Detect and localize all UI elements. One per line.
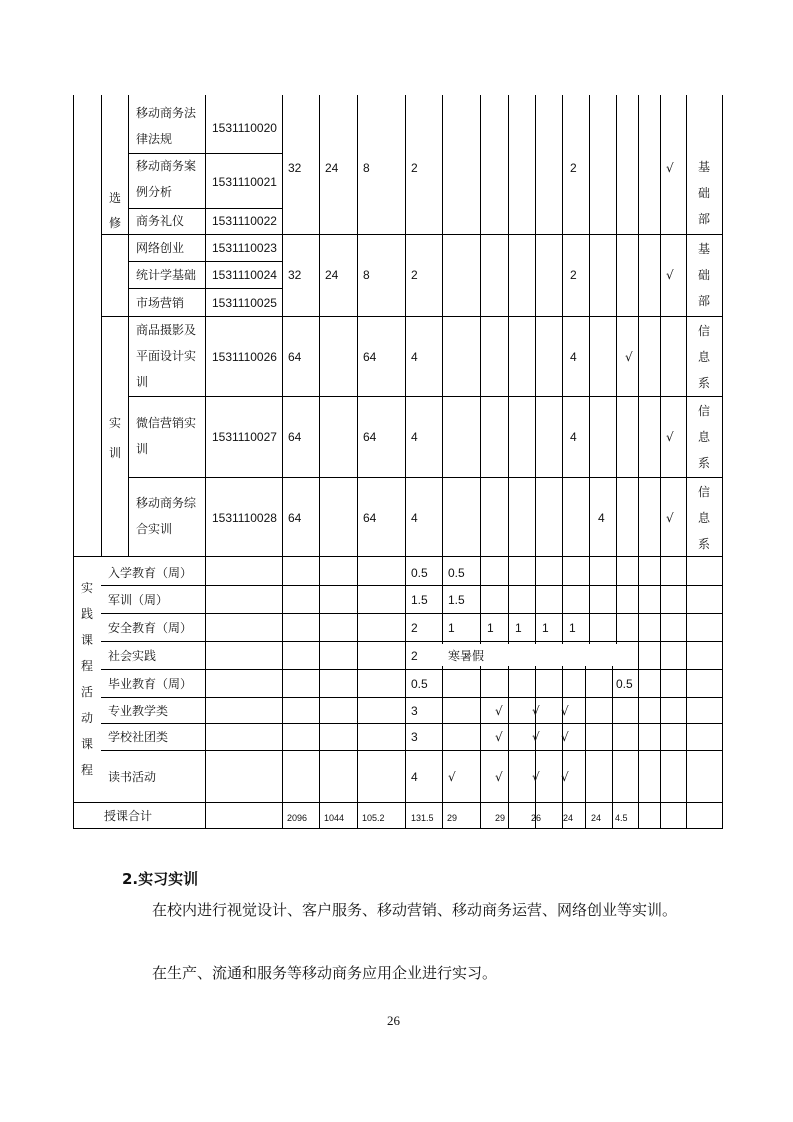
activity-name: 专业教学类 (108, 704, 169, 718)
dept-label: 信息系 (697, 485, 710, 551)
sem-3: √ (532, 730, 540, 744)
group-elective-label: 选修 (108, 191, 121, 230)
sem-4: √ (561, 770, 569, 784)
section-paragraph: 在生产、流通和服务等移动商务应用企业进行实习。 (152, 964, 498, 982)
credit: 2 (411, 161, 418, 175)
course-code: 1531110024 (212, 268, 277, 282)
total-hours: 64 (288, 511, 302, 525)
activity-name: 军训（周） (108, 593, 169, 607)
totals-label: 授课合计 (104, 809, 153, 823)
sem-4: √ (561, 730, 569, 744)
credit: 4 (411, 511, 418, 525)
total-hours: 32 (288, 268, 302, 282)
course-name: 微信营销实训 (136, 416, 197, 456)
course-code: 1531110028 (212, 511, 277, 525)
totals-s6: 4.5 (615, 813, 628, 823)
check-mark: √ (625, 350, 633, 364)
group-activity-label: 实践课程活动课程 (80, 581, 93, 777)
dept-label: 信息系 (697, 324, 710, 390)
course-name: 商务礼仪 (136, 214, 185, 228)
sem-2: √ (495, 730, 503, 744)
page-number: 26 (387, 1013, 400, 1028)
credit: 3 (411, 730, 418, 744)
term-hours: 2 (570, 161, 577, 175)
totals-theory: 1044 (324, 813, 345, 823)
course-code: 1531110022 (212, 214, 277, 228)
check-mark: √ (666, 430, 674, 444)
totals-s5: 24 (591, 813, 602, 823)
term-hours: 2 (570, 268, 577, 282)
term-hours: 4 (570, 430, 577, 444)
sem-4: 1 (542, 621, 549, 635)
dept-label: 基础部 (697, 242, 710, 308)
totals-s4: 24 (563, 813, 574, 823)
dept-label: 信息系 (697, 404, 710, 470)
sem-6: 0.5 (616, 677, 633, 691)
course-name: 统计学基础 (136, 268, 197, 282)
credit: 2 (411, 621, 418, 635)
sem-2: √ (495, 704, 503, 718)
credit: 3 (411, 704, 418, 718)
sem-4: √ (561, 704, 569, 718)
practice-hours: 8 (363, 268, 370, 282)
activity-name: 毕业教育（周） (108, 677, 193, 691)
totals-s1: 29 (447, 813, 458, 823)
course-name: 移动商务法律法规 (136, 106, 197, 146)
sem-3: 1 (515, 621, 522, 635)
sem-1: 1.5 (448, 593, 465, 607)
credit: 0.5 (411, 677, 428, 691)
group-training-label: 实训 (108, 416, 121, 460)
course-code: 1531110023 (212, 241, 277, 255)
totals-total: 2096 (287, 813, 308, 823)
total-hours: 64 (288, 350, 302, 364)
sem-1: 0.5 (448, 566, 465, 580)
practice-hours: 64 (363, 430, 377, 444)
term-hours: 4 (598, 511, 605, 525)
practice-hours: 64 (363, 511, 377, 525)
credit: 1.5 (411, 593, 428, 607)
total-hours: 64 (288, 430, 302, 444)
dept-label: 基础部 (697, 160, 710, 226)
course-code: 1531110020 (212, 121, 277, 135)
check-mark: √ (666, 268, 674, 282)
credit: 4 (411, 770, 418, 784)
credit: 4 (411, 350, 418, 364)
credit: 0.5 (411, 566, 428, 580)
section-heading: 2.实习实训 (122, 870, 199, 888)
course-code: 1531110026 (212, 350, 277, 364)
course-name: 商品摄影及平面设计实训 (136, 323, 197, 389)
course-name: 市场营销 (136, 296, 185, 310)
course-name: 移动商务案例分析 (136, 159, 197, 199)
course-name: 网络创业 (136, 241, 185, 255)
sem-1: 1 (448, 621, 455, 635)
check-mark: √ (666, 161, 674, 175)
course-code: 1531110025 (212, 296, 277, 310)
total-hours: 32 (288, 161, 302, 175)
sem-3: √ (532, 704, 540, 718)
practice-hours: 64 (363, 350, 377, 364)
credit: 2 (411, 268, 418, 282)
sem-2: 1 (487, 621, 494, 635)
sem-5: 1 (569, 621, 576, 635)
totals-practice: 105.2 (362, 813, 385, 823)
credit: 2 (411, 649, 418, 663)
sem-1: √ (448, 770, 456, 784)
course-code: 1531110027 (212, 430, 277, 444)
theory-hours: 24 (325, 268, 339, 282)
sem-2: √ (495, 770, 503, 784)
check-mark: √ (666, 511, 674, 525)
section-paragraph: 在校内进行视觉设计、客户服务、移动营销、移动商务运营、网络创业等实训。 (152, 901, 678, 919)
totals-credit: 131.5 (411, 813, 434, 823)
totals-s3: 26 (531, 813, 542, 823)
practice-hours: 8 (363, 161, 370, 175)
activity-name: 读书活动 (108, 770, 157, 784)
activity-name: 安全教育（周） (108, 621, 193, 635)
course-name: 移动商务综合实训 (136, 496, 197, 536)
course-code: 1531110021 (212, 175, 277, 189)
activity-name: 学校社团类 (108, 730, 169, 744)
activity-note: 寒暑假 (448, 649, 485, 663)
activity-name: 入学教育（周） (108, 566, 193, 580)
sem-3: √ (532, 770, 540, 784)
term-hours: 4 (570, 350, 577, 364)
credit: 4 (411, 430, 418, 444)
activity-name: 社会实践 (108, 649, 157, 663)
totals-s2: 29 (495, 813, 506, 823)
theory-hours: 24 (325, 161, 339, 175)
